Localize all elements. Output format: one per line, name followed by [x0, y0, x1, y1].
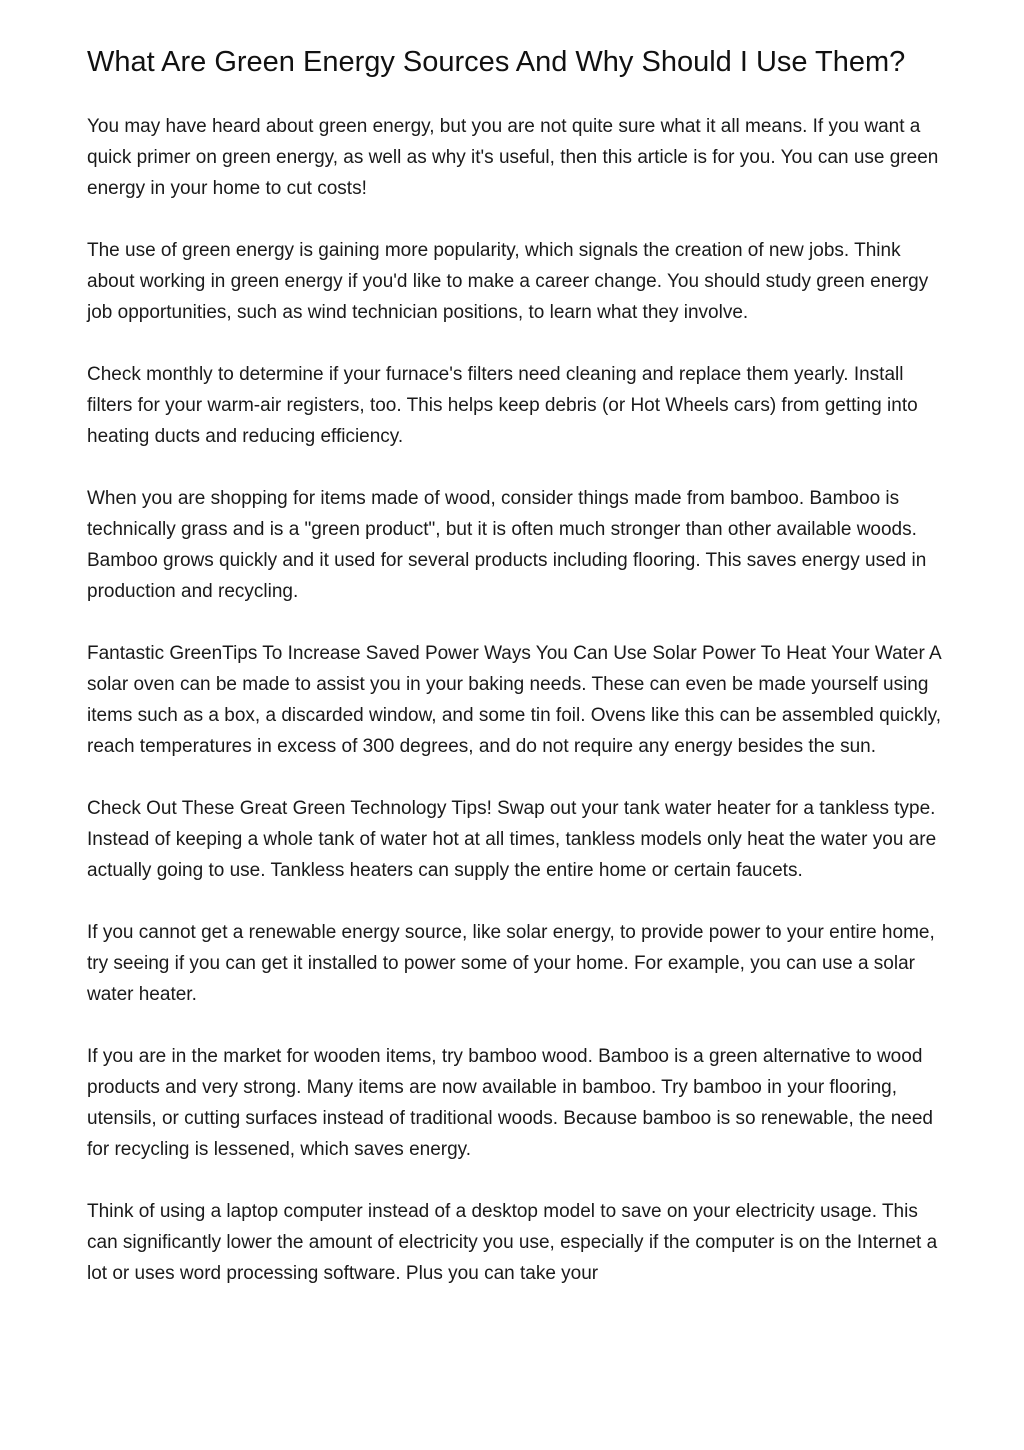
paragraph-laptop: Think of using a laptop computer instead of a desktop model to save on your electricity usage. This can significantly lower the amount of electricity you use, especially if the computer is on the Internet a lot or uses word processing software. Plus you can take your: [87, 1201, 938, 1284]
paragraph-jobs: The use of green energy is gaining more popularity, which signals the creation of new jobs. Think about working in green energy if you'd like to make a career change. You should study green energy job opportunities, such as wind technician positions, to learn what they involve.: [87, 240, 929, 323]
paragraph-solar-oven: Fantastic GreenTips To Increase Saved Power Ways You Can Use Solar Power To Heat Your Water A solar oven can be made to assist you in your baking needs. These can even be made yourself using items such as a box, a discarded window, and some tin foil. Ovens like this can be assembled quickly, reach temperatures in excess of 300 degrees, and do not require any energy besides the sun.: [87, 643, 942, 757]
paragraph-furnace-filters: Check monthly to determine if your furnace's filters need cleaning and replace them yearly. Install filters for your warm-air registers, too. This helps keep debris (or Hot Wheels cars) from getting into heating ducts and reducing efficiency.: [87, 364, 918, 447]
paragraph-bamboo-shopping: When you are shopping for items made of wood, consider things made from bamboo. Bamboo is technically grass and is a "green product", but it is often much stronger than other available woods. Bamboo grows quickly and it used for several products including flooring. This saves energy used in production and recycling.: [87, 488, 927, 602]
paragraph-bamboo-wood: If you are in the market for wooden items, try bamboo wood. Bamboo is a green alternative to wood products and very strong. Many items are now available in bamboo. Try bamboo in your flooring, utensils, or cutting surfaces instead of traditional woods. Because bamboo is so renewable, the need for recycling is lessened, which saves energy.: [87, 1046, 934, 1160]
document-title: What Are Green Energy Sources And Why Should I Use Them?: [87, 46, 906, 78]
paragraph-tankless-heater: Check Out These Great Green Technology Tips! Swap out your tank water heater for a tankless type. Instead of keeping a whole tank of water hot at all times, tankless models only heat the water you are actually going to use. Tankless heaters can supply the entire home or certain faucets.: [87, 798, 937, 881]
document-content: [87, 48, 947, 1289]
paragraph-renewable-source: If you cannot get a renewable energy source, like solar energy, to provide power to your entire home, try seeing if you can get it installed to power some of your home. For example, you can use a solar water heater.: [87, 922, 935, 1005]
paragraph-intro: You may have heard about green energy, but you are not quite sure what it all means. If you want a quick primer on green energy, as well as why it's useful, then this article is for you. You can use green energy in your home to cut costs!: [87, 116, 939, 199]
